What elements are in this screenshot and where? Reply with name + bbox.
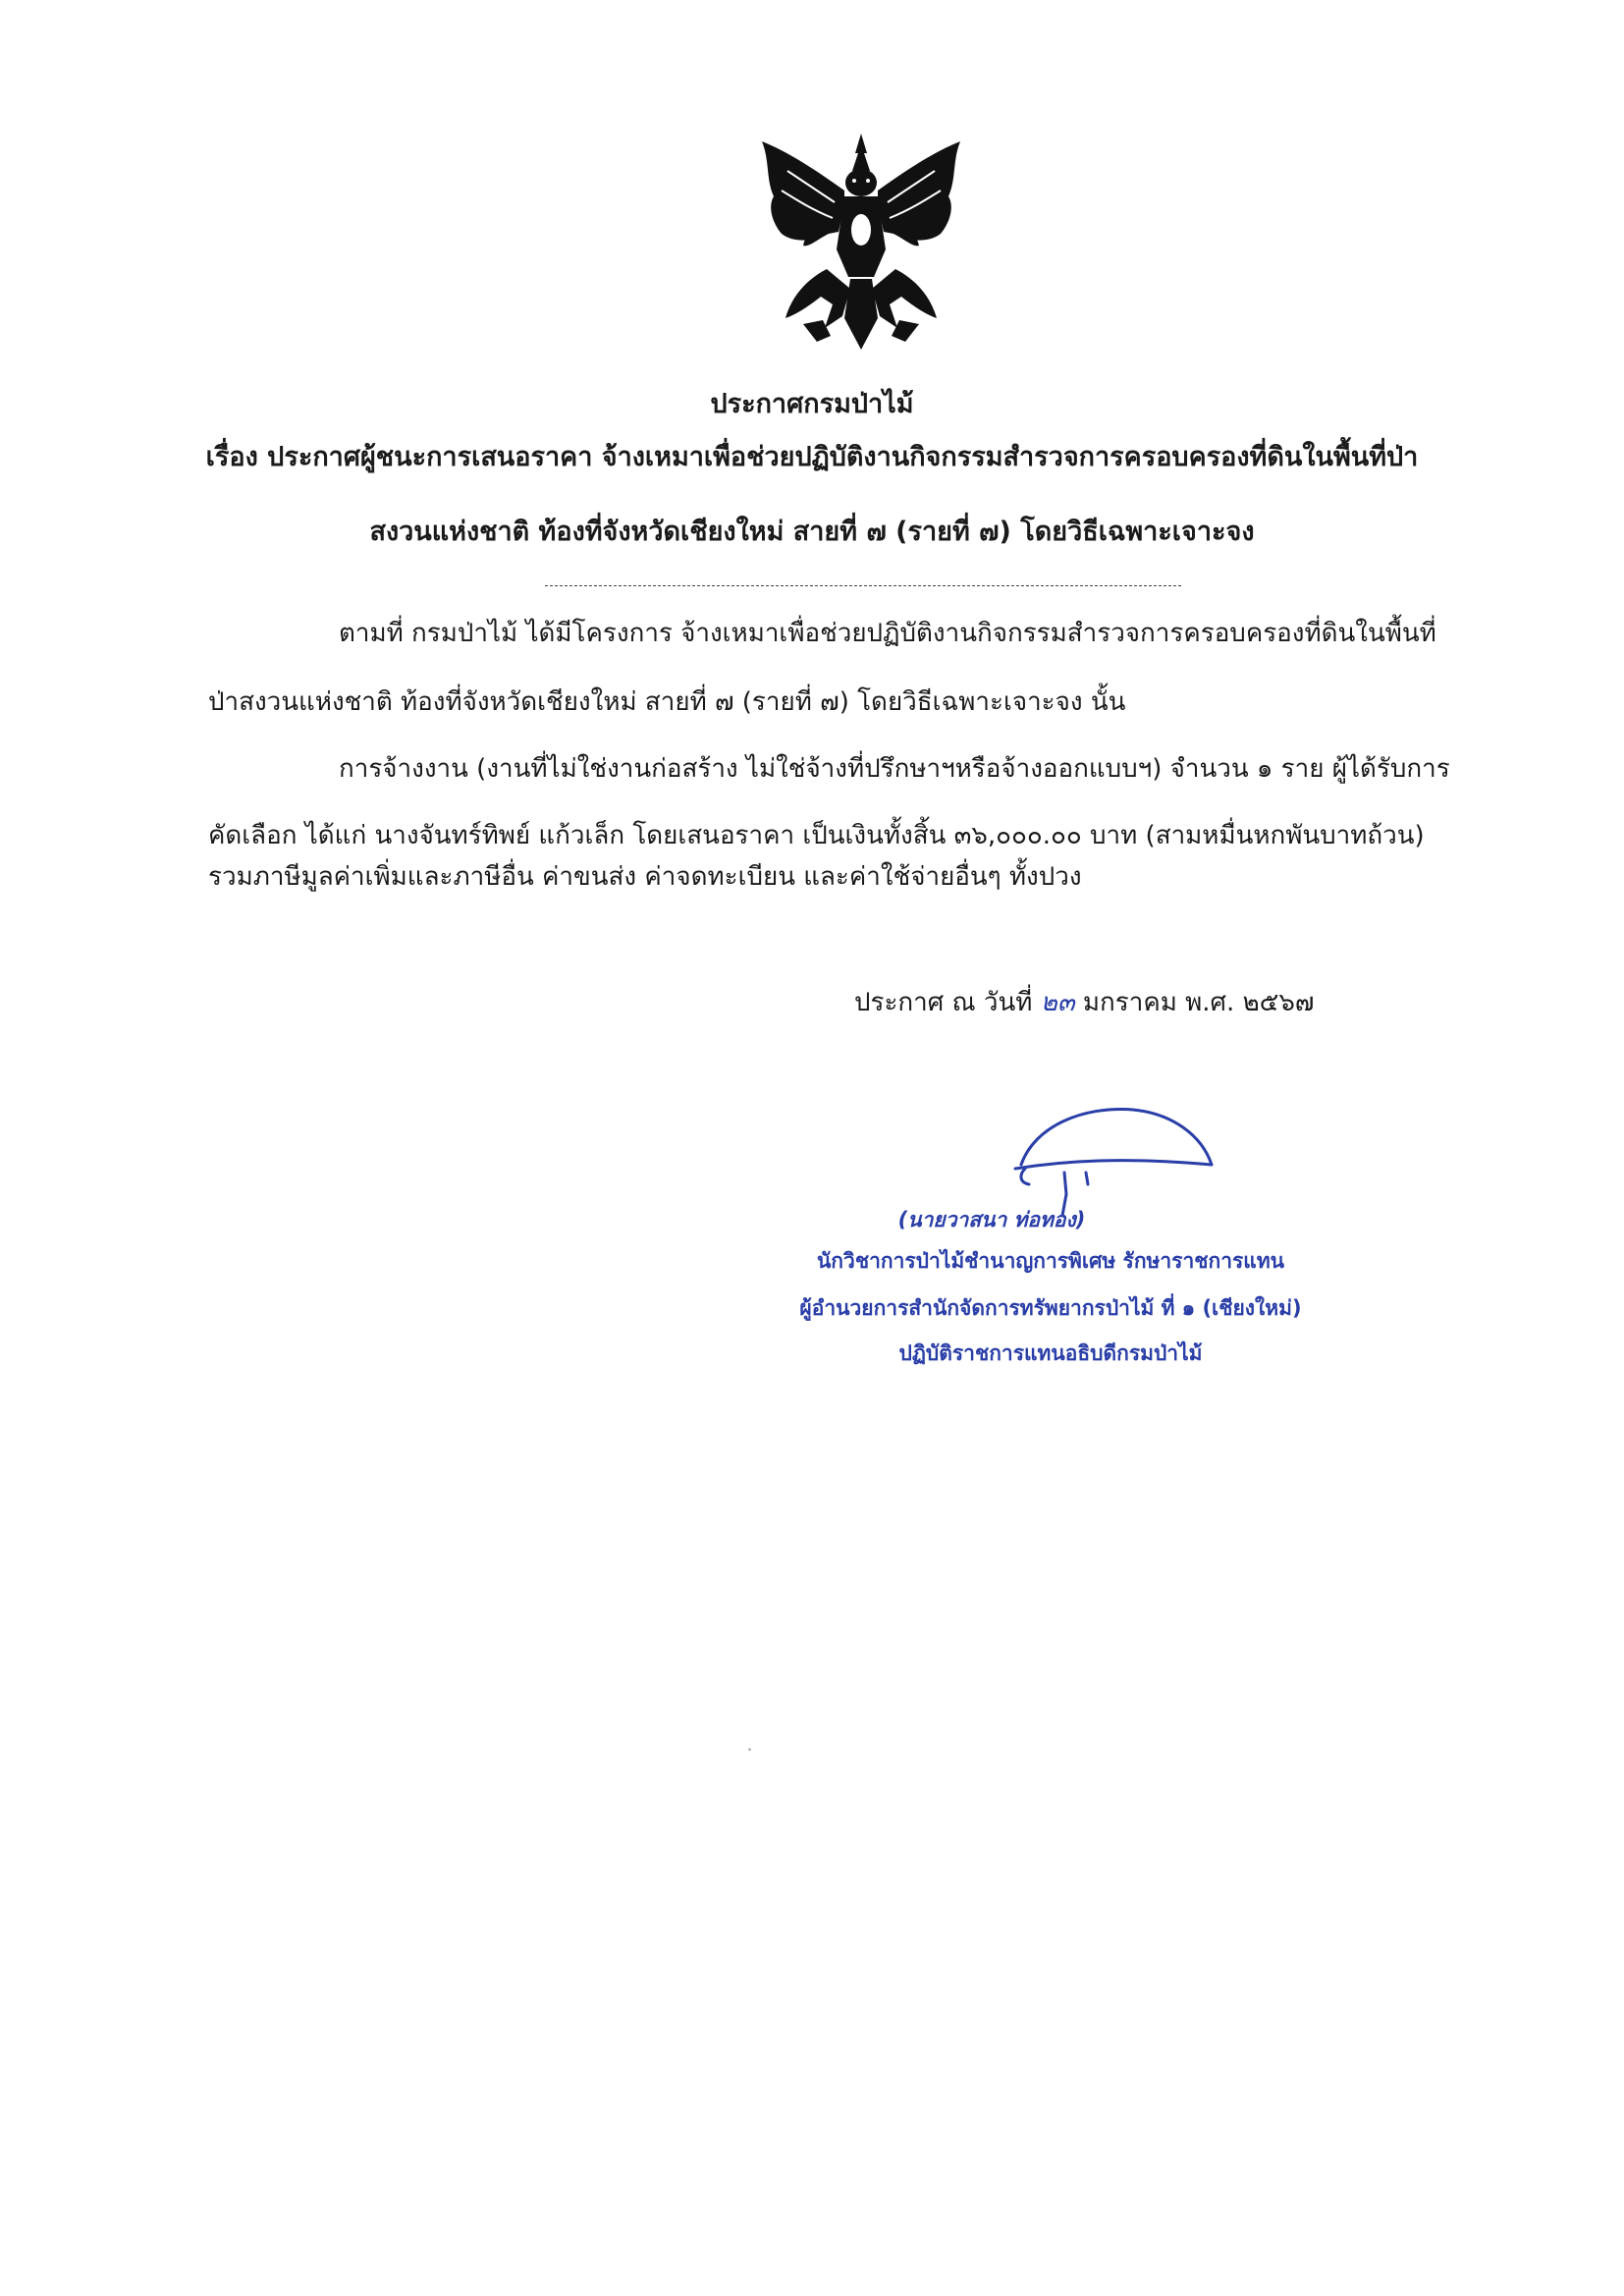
header-divider (545, 585, 1181, 586)
announcement-prefix: ประกาศ ณ วันที่ (854, 988, 1033, 1017)
signatory-position-2: ผู้อำนวยการสำนักจัดการทรัพยากรป่าไม้ ที่ ๑ (เชียงใหม่) (799, 1296, 1302, 1320)
signatory-name: (นายวาสนา ท่อทอง) (897, 1208, 1086, 1231)
announcement-date (854, 986, 1314, 1019)
scan-speck (748, 1748, 751, 1751)
body-paragraph-1-line-1: ตามที่ กรมป่าไม้ ได้มีโครงการ จ้างเหมาเพื่อช่วยปฏิบัติงานกิจกรรมสำรวจการครอบครองที่ดินในพื้นที่ (339, 619, 1436, 648)
signatory-position-3: ปฏิบัติราชการแทนอธิบดีกรมป่าไม้ (898, 1341, 1203, 1365)
body-paragraph-2-line-3: รวมภาษีมูลค่าเพิ่มและภาษีอื่น ค่าขนส่ง ค่าจดทะเบียน และค่าใช้จ่ายอื่นๆ ทั้งปวง (208, 862, 1082, 892)
subject-line-1: เรื่อง ประกาศผู้ชนะการเสนอราคา จ้างเหมาเพื่อช่วยปฏิบัติงานกิจกรรมสำรวจการครอบครองที่ดินในพื้นที่ป่า (205, 442, 1419, 472)
subject-line-2: สงวนแห่งชาติ ท้องที่จังหวัดเชียงใหม่ สายที่ ๗ (รายที่ ๗) โดยวิธีเฉพาะเจาะจง (369, 517, 1255, 547)
body-paragraph-2-line-2: คัดเลือก ได้แก่ นางจันทร์ทิพย์ แก้วเล็ก โดยเสนอราคา เป็นเงินทั้งสิ้น ๓๖,๐๐๐.๐๐ บาท (สามหมื่นหกพันบาทถ้วน) (208, 821, 1425, 850)
announcement-day: ๒๓ (1040, 988, 1075, 1017)
handwritten-signature (1005, 1096, 1221, 1224)
signatory-position-1: นักวิชาการป่าไม้ชำนาญการพิเศษ รักษาราชการแทน (816, 1249, 1285, 1273)
document-title: ประกาศกรมป่าไม้ (710, 389, 914, 419)
body-paragraph-1-line-2: ป่าสงวนแห่งชาติ ท้องที่จังหวัดเชียงใหม่ สายที่ ๗ (รายที่ ๗) โดยวิธีเฉพาะเจาะจง นั้น (208, 687, 1126, 717)
announcement-month-year: มกราคม พ.ศ. ๒๕๖๗ (1082, 988, 1315, 1017)
garuda-emblem-icon (748, 132, 974, 355)
body-paragraph-2-line-1: การจ้างงาน (งานที่ไม่ใช่งานก่อสร้าง ไม่ใช่จ้างที่ปรึกษาฯหรือจ้างออกแบบฯ) จำนวน ๑ ราย ผู้ได้รับการ (339, 754, 1450, 784)
